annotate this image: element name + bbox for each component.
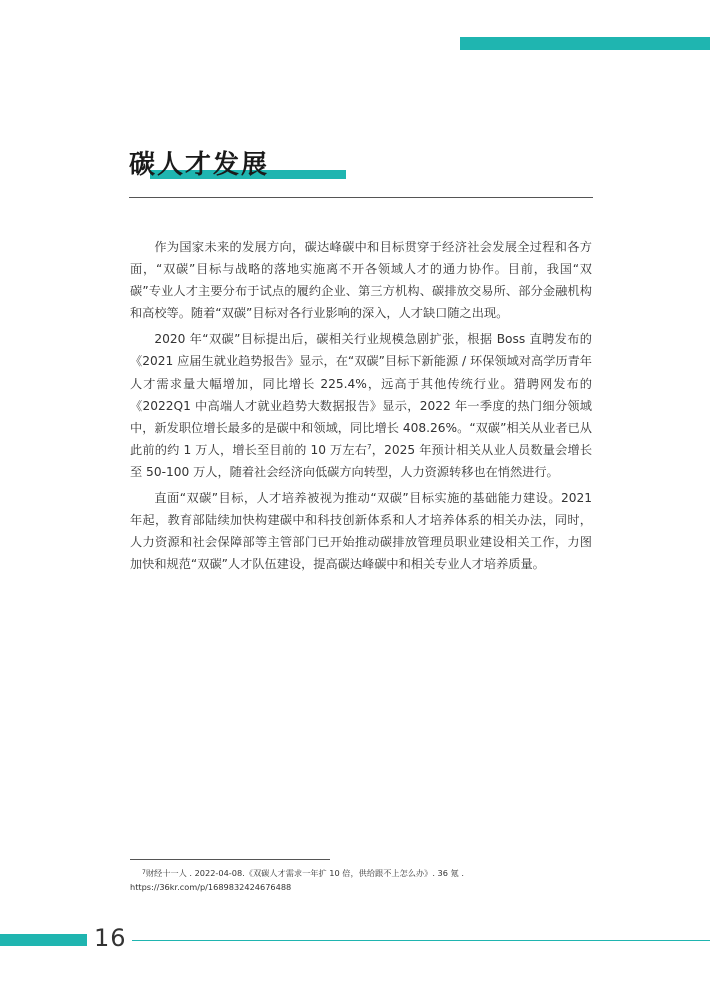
footnote-reference: 7 bbox=[367, 442, 372, 451]
body-text bbox=[130, 236, 592, 579]
footnote-mark: 7 bbox=[142, 869, 146, 876]
paragraph-growth-text: 2020 年“双碳”目标提出后，碳相关行业规模急剧扩张，根据 Boss 直聘发布的《2021 应届生就业趋势报告》显示，在“双碳”目标下新能源 / 环保领域对高学历青年人才需求量大幅增加，同比增长 225.4%，远高于其他传统行业。猎聘网发布的《2022Q1 中高端人才就业趋势大数据报告》显示，2022 年一季度的热门细分领域中，新发职位增长最多的是碳中和领域，同比增长 408.26%。“双碳”相关从业者已从此前的约 1 万人，增长至目前的 10 万左右 bbox=[130, 332, 592, 457]
title-divider bbox=[129, 197, 593, 198]
paragraph-intro: 作为国家未来的发展方向，碳达峰碳中和目标贯穿于经济社会发展全过程和各方面，“双碳”目标与战略的落地实施离不开各领域人才的通力协作。目前，我国“双碳”专业人才主要分布于试点的履约企业、第三方机构、碳排放交易所、部分金融机构和高校等。随着“双碳”目标对各行业影响的深入，人才缺口随之出现。 bbox=[130, 240, 592, 321]
bottom-divider bbox=[132, 940, 710, 941]
top-accent-bar bbox=[460, 37, 710, 50]
footnote-divider bbox=[130, 859, 330, 860]
paragraph-growth bbox=[130, 328, 592, 483]
paragraph-growth-tail: ，2025 年预计相关从业人员数量会增长至 50-100 万人，随着社会经济向低碳方向转型，人力资源转移也在悄然进行。 bbox=[130, 442, 593, 479]
paragraph-training: 直面“双碳”目标，人才培养被视为推动“双碳”目标实施的基础能力建设。2021 年起，教育部陆续加快构建碳中和科技创新体系和人才培养体系的相关办法，同时，人力资源和社会保障部等主管部门已开始推动碳排放管理员职业建设相关工作，力图加快和规范“双碳”人才队伍建设，提高碳达峰碳中和相关专业人才培养质量。 bbox=[130, 491, 592, 572]
bottom-accent-bar bbox=[0, 934, 87, 946]
footnote bbox=[130, 866, 592, 894]
section-title: 碳人才发展 bbox=[129, 150, 270, 180]
page-number: 16 bbox=[94, 924, 127, 952]
footnote-text: 财经十一人 . 2022-04-08.《双碳人才需求一年扩 10 倍，供给跟不上怎么办》. 36 氪 . bbox=[145, 868, 464, 878]
footnote-url: https://36kr.com/p/1689832424676488 bbox=[130, 882, 292, 892]
